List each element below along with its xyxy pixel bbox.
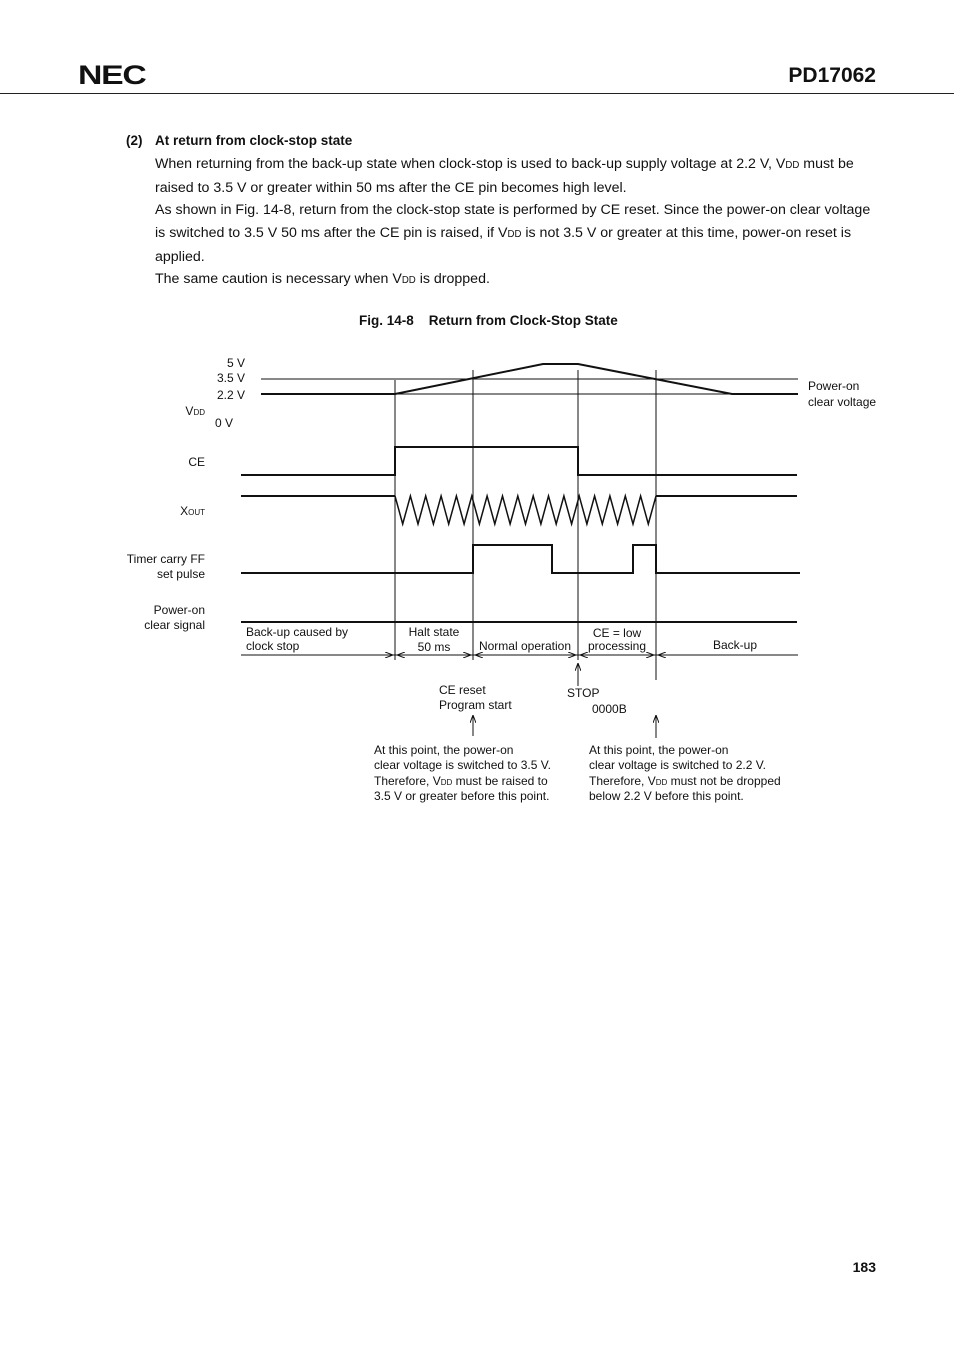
signal-label-xout: XOUT [180, 504, 205, 518]
signal-label-poc-1: Power-on [153, 603, 205, 617]
signal-label-ce: CE [188, 455, 205, 469]
phase-backup-clock-2: clock stop [246, 639, 300, 653]
section-number: (2) [126, 133, 143, 148]
page-number: 183 [852, 1259, 876, 1275]
xout-oscillation [395, 496, 656, 524]
phase-ce-low-2: processing [587, 639, 647, 653]
note-left-3: Therefore, VDD must be raised to [374, 774, 548, 788]
timer-carry-waveform [241, 545, 800, 573]
note-right-1: At this point, the power-on [589, 743, 729, 757]
note-right-4: below 2.2 V before this point. [589, 789, 744, 803]
phase-halt-1: Halt state [408, 625, 460, 639]
nec-logo: NEC [78, 60, 146, 90]
paragraph-1: When returning from the back-up state when clock-stop is used to back-up supply voltage at 2.2 V, VDD must be raised to 3.5 V or greater within 50 ms after the CE pin becomes high level. [155, 156, 854, 197]
poc-voltage-label-1: Power-on [808, 379, 860, 393]
note-left-4: 3.5 V or greater before this point. [374, 789, 550, 803]
signal-label-poc-2: clear signal [144, 618, 205, 632]
phase-backup-clock-1: Back-up caused by [246, 625, 349, 639]
phase-ce-low-1: CE = low [592, 626, 642, 640]
label-2-2v: 2.2 V [216, 388, 245, 402]
phase-normal: Normal operation [478, 639, 572, 653]
figure-caption: Fig. 14-8 Return from Clock-Stop State [359, 313, 618, 328]
note-left-1: At this point, the power-on [374, 743, 514, 757]
note-right-2: clear voltage is switched to 2.2 V. [589, 758, 766, 772]
note-left-2: clear voltage is switched to 3.5 V. [374, 758, 551, 772]
event-ce-reset-1: CE reset [439, 683, 486, 697]
event-stop: STOP [567, 686, 600, 700]
label-0v: 0 V [214, 416, 233, 430]
part-number: PD17062 [788, 64, 876, 87]
section-title: At return from clock-stop state [155, 133, 353, 148]
signal-label-vdd: VDD [185, 404, 205, 418]
label-3-5v: 3.5 V [216, 371, 245, 385]
label-5v: 5 V [226, 356, 245, 370]
note-right-3: Therefore, VDD must not be dropped [589, 774, 781, 788]
paragraph-2: As shown in Fig. 14-8, return from the clock-stop state is performed by CE reset. Since the power-on clear voltage is switched to 3.5 V 50 ms after the CE pin is raised, if VDD is not 3.5 V or greater at this time, power-on reset is applied. [155, 202, 871, 265]
event-ce-reset-2: Program start [439, 698, 512, 712]
poc-voltage-label-2: clear voltage [808, 395, 877, 409]
phase-backup: Back-up [712, 638, 758, 652]
event-stop-address: 0000B [592, 702, 627, 716]
phase-halt-2: 50 ms [417, 640, 451, 654]
signal-label-timer-2: set pulse [156, 567, 205, 581]
paragraph-3: The same caution is necessary when VDD is dropped. [155, 271, 490, 288]
signal-label-timer-1: Timer carry FF [126, 552, 205, 566]
ce-waveform [241, 447, 797, 475]
